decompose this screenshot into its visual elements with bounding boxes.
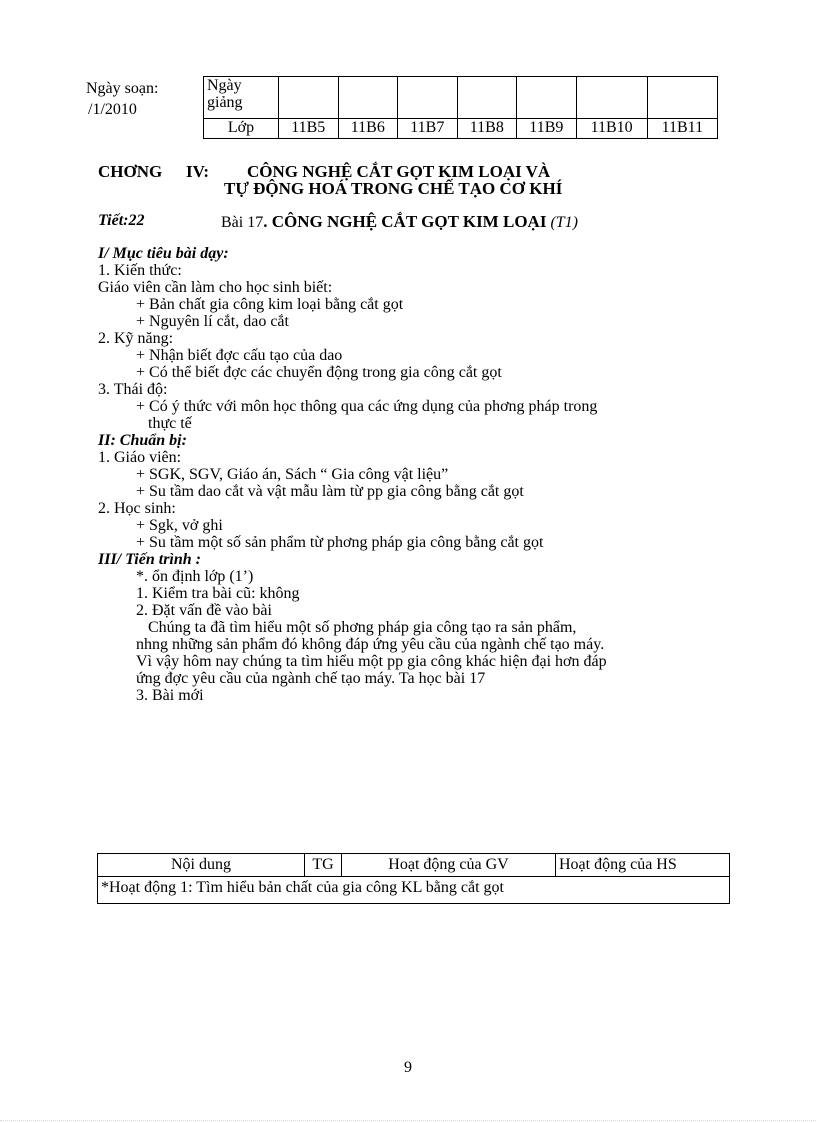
chapter-title-line-2: TỰ ĐỘNG HOÁ TRONG CHẾ TẠO CƠ KHÍ (224, 179, 563, 198)
chapter-label: CHƠNG (98, 162, 163, 181)
chapter-title-line-1: CÔNG NGHỆ CẮT GỌT KIM LOẠI VÀ (247, 162, 551, 181)
body-line: + Su tầm một số sản phẩm từ phơng pháp gia công bằng cắt gọt (136, 534, 544, 551)
body-line: + SGK, SGV, Giáo án, Sách “ Gia công vật liệu” (136, 466, 449, 483)
body-line: *. ổn định lớp (1’) (136, 568, 254, 585)
prep-label: Ngày soạn: (86, 80, 159, 97)
teach-date-cell (647, 77, 717, 119)
class-cell: 11B8 (457, 119, 517, 139)
teach-date-cell (457, 77, 517, 119)
body-line: thực tế (148, 415, 192, 432)
body-line: nhng những sản phẩm đó không đáp ứng yêu cầu của ngành chế tạo máy. (136, 636, 605, 653)
section-heading: II: Chuẩn bị: (98, 432, 187, 449)
lesson-heading (221, 212, 578, 232)
body-line: Vì vậy hôm nay chúng ta tìm hiểu một pp gia công khác hiện đại hơn đáp (136, 653, 607, 670)
body-line: 1. Kiểm tra bài cũ: không (136, 585, 300, 602)
section-heading: III/ Tiến trình : (98, 551, 201, 568)
lesson-body (98, 245, 728, 704)
body-line: + Sgk, vở ghi (136, 517, 223, 534)
body-line: 3. Bài mới (136, 687, 204, 704)
body-line: 2. Học sinh: (98, 500, 176, 517)
body-line: ứng đợc yêu cầu của ngành chế tạo máy. Ta học bài 17 (136, 670, 486, 687)
activity-row-1: *Hoạt động 1: Tìm hiểu bản chất của gia công KL bằng cắt gọt (98, 877, 730, 904)
lesson-title: . CÔNG NGHỆ CẮT GỌT KIM LOẠI (263, 212, 547, 231)
teach-date-cell (517, 77, 577, 119)
teach-date-cell (398, 77, 458, 119)
chapter-number: IV: (186, 162, 209, 181)
body-line: Giáo viên cần làm cho học sinh biết: (98, 279, 333, 296)
body-line: + Su tầm dao cắt và vật mẫu làm từ pp gia công bằng cắt gọt (136, 483, 524, 500)
header-time: TG (305, 854, 342, 877)
teach-date-cell (338, 77, 398, 119)
footer-divider (0, 1120, 816, 1121)
header-student-activity: Hoạt động của HS (556, 854, 730, 877)
class-cell: 11B9 (517, 119, 577, 139)
body-line: 1. Kiến thức: (98, 262, 182, 279)
class-cell: 11B6 (338, 119, 398, 139)
body-line: Chúng ta đã tìm hiểu một số phơng pháp gia công tạo ra sản phẩm, (148, 619, 577, 636)
lesson-number: Bài 17 (221, 214, 264, 231)
lesson-part: (T1) (550, 214, 578, 231)
body-line: + Có ý thức với môn học thông qua các ứng dụng của phơng pháp trong (136, 398, 598, 415)
body-line: + Nguyên lí cắt, dao cắt (136, 313, 289, 330)
body-line: + Bản chất gia công kim loại bằng cắt gọt (136, 296, 404, 313)
schedule-table (203, 76, 718, 139)
body-line: + Nhận biết đợc cấu tạo của dao (136, 347, 343, 364)
class-cell: 11B7 (398, 119, 458, 139)
lesson-period: Tiết:22 (98, 212, 145, 229)
body-line: 2. Đặt vấn đề vào bài (136, 602, 272, 619)
teach-date-cell (279, 77, 339, 119)
body-line: 1. Giáo viên: (98, 449, 182, 466)
class-cell: 11B10 (576, 119, 647, 139)
teach-date-label: Ngày giảng (204, 77, 279, 119)
header-teacher-activity: Hoạt động của GV (342, 854, 556, 877)
prep-date: /1/2010 (88, 101, 137, 118)
header-content: Nội dung (98, 854, 305, 877)
class-cell: 11B11 (647, 119, 717, 139)
teach-date-cell (576, 77, 647, 119)
body-line: 2. Kỹ năng: (98, 330, 174, 347)
section-heading: I/ Mục tiêu bài dạy: (98, 245, 229, 262)
class-label: Lớp (204, 119, 279, 139)
body-line: + Có thể biết đợc các chuyển động trong gia công cắt gọt (136, 364, 502, 381)
page-number: 9 (404, 1059, 412, 1076)
class-cell: 11B5 (279, 119, 339, 139)
activity-table (97, 853, 730, 904)
body-line: 3. Thái độ: (98, 381, 168, 398)
